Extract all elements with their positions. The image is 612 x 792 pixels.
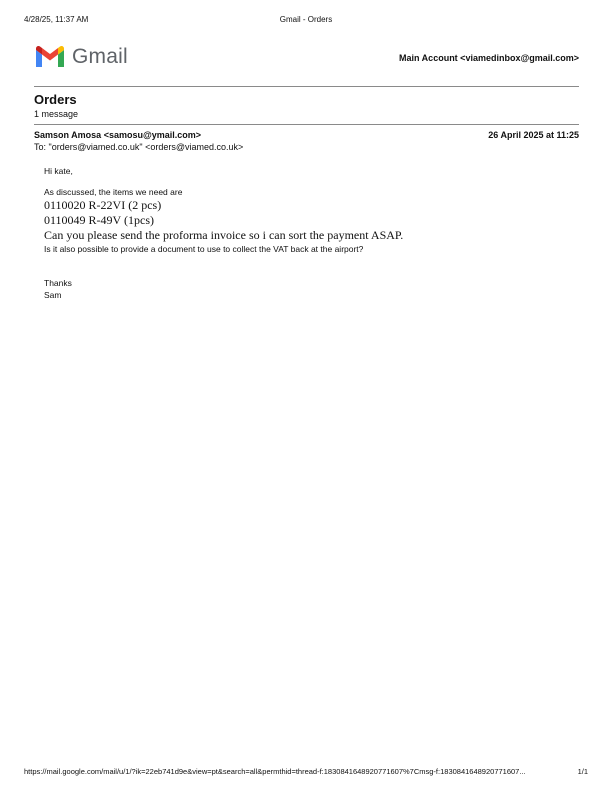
thread-subject: Orders [34, 92, 77, 107]
header-divider [34, 86, 579, 87]
body-greeting: Hi kate, [44, 166, 73, 176]
body-vat-question: Is it also possible to provide a document to use to collect the VAT back at the airport? [44, 244, 364, 254]
body-signoff: Thanks [44, 278, 72, 288]
gmail-brand [34, 43, 128, 71]
print-datetime: 4/28/25, 11:37 AM [24, 15, 89, 24]
brand-name: Gmail [72, 45, 128, 68]
print-title: Gmail - Orders [279, 15, 333, 24]
body-request: Can you please send the proforma invoice so i can sort the payment ASAP. [44, 228, 404, 242]
print-header [24, 15, 588, 27]
message-sender: Samson Amosa <samosu@ymail.com> [34, 130, 202, 140]
page-number: 1/1 [577, 767, 588, 776]
message-date: 26 April 2025 at 11:25 [488, 130, 579, 140]
print-url: https://mail.google.com/mail/u/1/?ik=22eb741d9e&view=pt&search=all&permthid=thread-f:1830841648920771607%7Cmsg-f:1830841648920771607... [24, 767, 526, 776]
message-count: 1 message [34, 109, 79, 119]
subject-divider [34, 124, 579, 125]
body-intro: As discussed, the items we need are [44, 187, 183, 197]
account-label: Main Account <viamedinbox@gmail.com> [399, 53, 579, 63]
print-footer [24, 767, 588, 779]
body-item: 0110020 R-22VI (2 pcs) [44, 198, 162, 212]
message-recipient: To: "orders@viamed.co.uk" <orders@viamed.co.uk> [34, 142, 244, 152]
body-signature: Sam [44, 290, 62, 300]
body-item: 0110049 R-49V (1pcs) [44, 213, 154, 227]
gmail-logo-icon [34, 45, 66, 69]
